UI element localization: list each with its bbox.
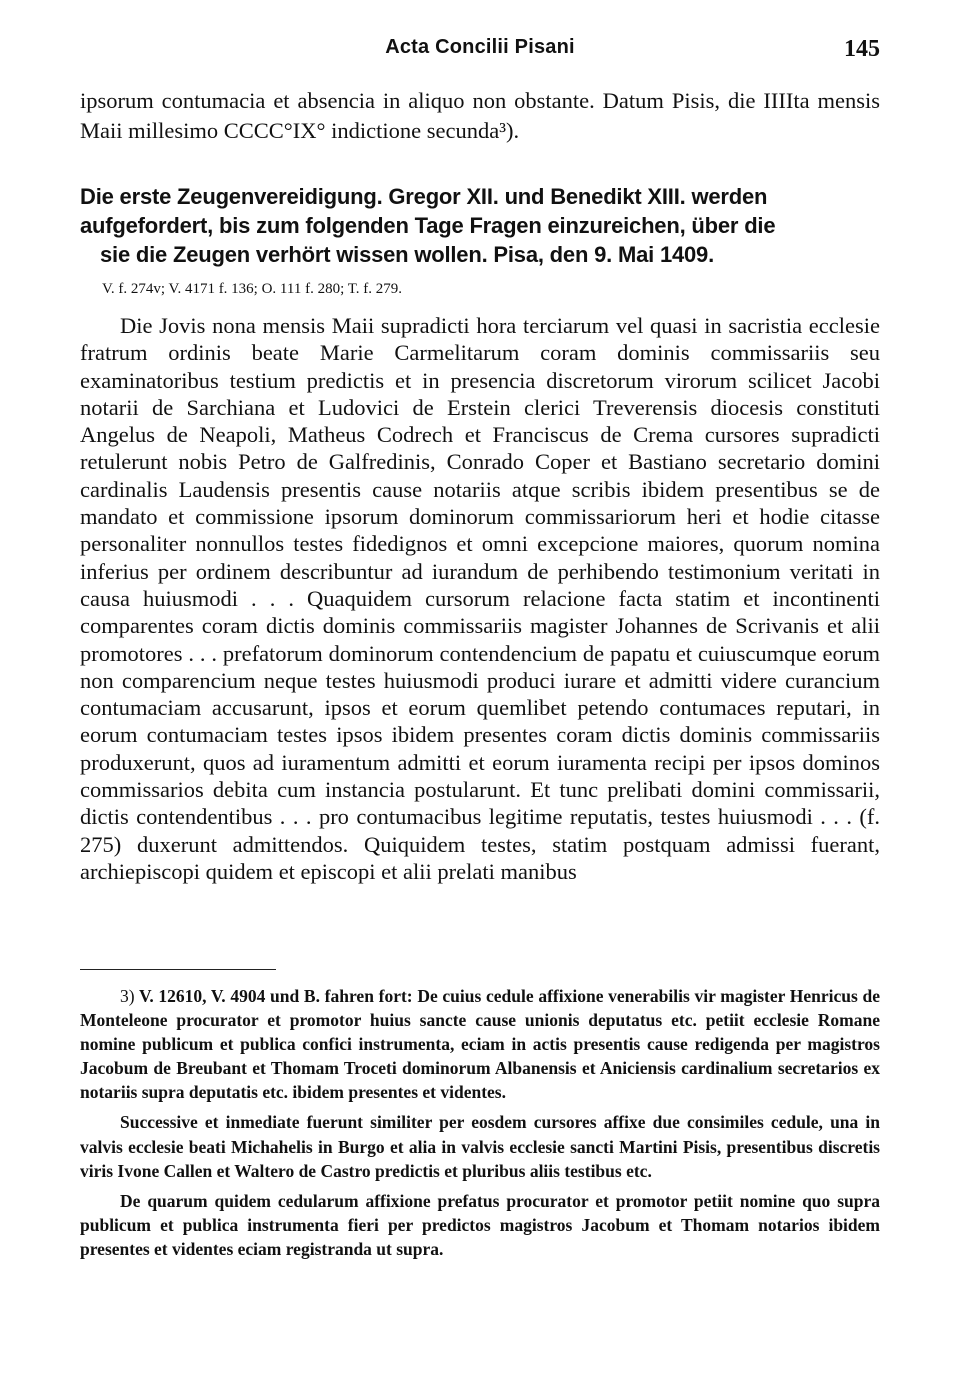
- footnote-mark: 3): [120, 986, 135, 1006]
- heading-line: sie die Zeugen verhört wissen wollen. Pisa, den 9. Mai 1409.: [100, 242, 715, 267]
- section-heading: [80, 182, 880, 269]
- page-number: 145: [844, 36, 880, 62]
- opening-paragraph: ipsorum contumacia et absencia in aliquo non obstante. Datum Pisis, die IIIIta mensis Maii millesimo CCCC°IX° indictione secunda³).: [80, 88, 880, 143]
- footnote-paragraph: Successive et inmediate fuerunt similiter per eosdem cursores affixe due consimiles cedule, una in valvis ecclesie beati Michahelis in Burgo et alia in valvis ecclesie sancti Martini Pisis, presentibus discretis viris Ivone Callen et Waltero de Castro predictis et pluribus aliis testibus etc.: [80, 1112, 880, 1181]
- footnote-text: V. 12610, V. 4904 und B. fahren fort: De cuius cedule affixione venerabilis vir magister Henricus de Monteleone procurator et promotor huius sancte cause unionis deputatus etc. petiit ecclesie Romane nomine publicum et publica confici instrumenta, eciam in actis presentis cause redigenda per magistros Jacobum de Breubant et Thomam Troceti dominorum Albanensis et Aniciensis cardinalium secretarios ex notariis supra deputatis etc. ibidem presentes et videntes.: [80, 986, 880, 1103]
- footnote-divider: [80, 969, 276, 970]
- running-title: Acta Concilii Pisani: [385, 36, 575, 58]
- manuscript-sources: V. f. 274v; V. 4171 f. 136; O. 111 f. 280; T. f. 279.: [102, 281, 403, 297]
- footnote-paragraph: De quarum quidem cedularum affixione prefatus procurator et promotor petiit nomine quo supra publicum et publica instrumenta fieri per predictos magistros Jacobum et Thomam notarios ibidem presentes et videntes eciam registranda ut supra.: [80, 1190, 880, 1259]
- heading-line: Die erste Zeugenvereidigung. Gregor XII. und Benedikt XIII. werden: [80, 184, 768, 209]
- footnotes: [80, 984, 880, 1261]
- running-head: [80, 36, 880, 66]
- footnote-paragraph: [80, 984, 880, 1104]
- heading-line: aufgefordert, bis zum folgenden Tage Fragen einzureichen, über die: [80, 213, 776, 238]
- body-paragraph: Die Jovis nona mensis Maii supradicti hora terciarum vel quasi in sacristia ecclesie fratrum ordinis beate Marie Carmelitarum coram dominis commissariis seu examinatoribus testium predictis et in presencia discretorum virorum scilicet Jacobi notarii de Sarchiana et Ludovici de Erstein clerici Treverensis diocesis constituti Angelus de Neapoli, Matheus Codrech et Franciscus de Crema cursores supradicti retulerunt nobis Petro de Galfredinis, Conrado Coper et Bastiano secretario domini cardinalis Laudensis presentis cause notariis atque scribis ibidem presentibus se de mandato et commissione ipsorum dominorum commissariorum heri et hodie citasse personaliter nonnullos testes fidedignos et omni excepcione maiores, quorum nomina inferius per ordinem describuntur ad iurandum de perhibendo testimonium veritati in causa huiusmodi . . . Quaquidem cursorum relacione facta statim et incontinenti comparentes coram dictis dominis commissariis magister Johannes de Scrivanis et alii promotores . . . prefatorum dominorum contendencium de papatu et cuiuscumque eorum non comparencium neque testes huiusmodi produci iurare et admitti videre curancium contumaciam accusarunt, ipsos et eorum quemlibet petendo contumaces reputari, in eorum contumaciam testes ipsos ibidem presentes coram dictis dominis commissariis produxerunt, quos ad iuramentum admitti et eorum iuramenta recipi per ipsos dominos commissarios debita cum instancia postularunt. Et tunc prelibati domini commissarii, dictis contendentibus . . . pro contumacibus legitime reputatis, testes huiusmodi . . . (f. 275) duxerunt admittendos. Quiquidem testes, statim postquam admissi fuerant, archiepiscopi quidem et episcopi et alii prelati manibus: [80, 313, 880, 884]
